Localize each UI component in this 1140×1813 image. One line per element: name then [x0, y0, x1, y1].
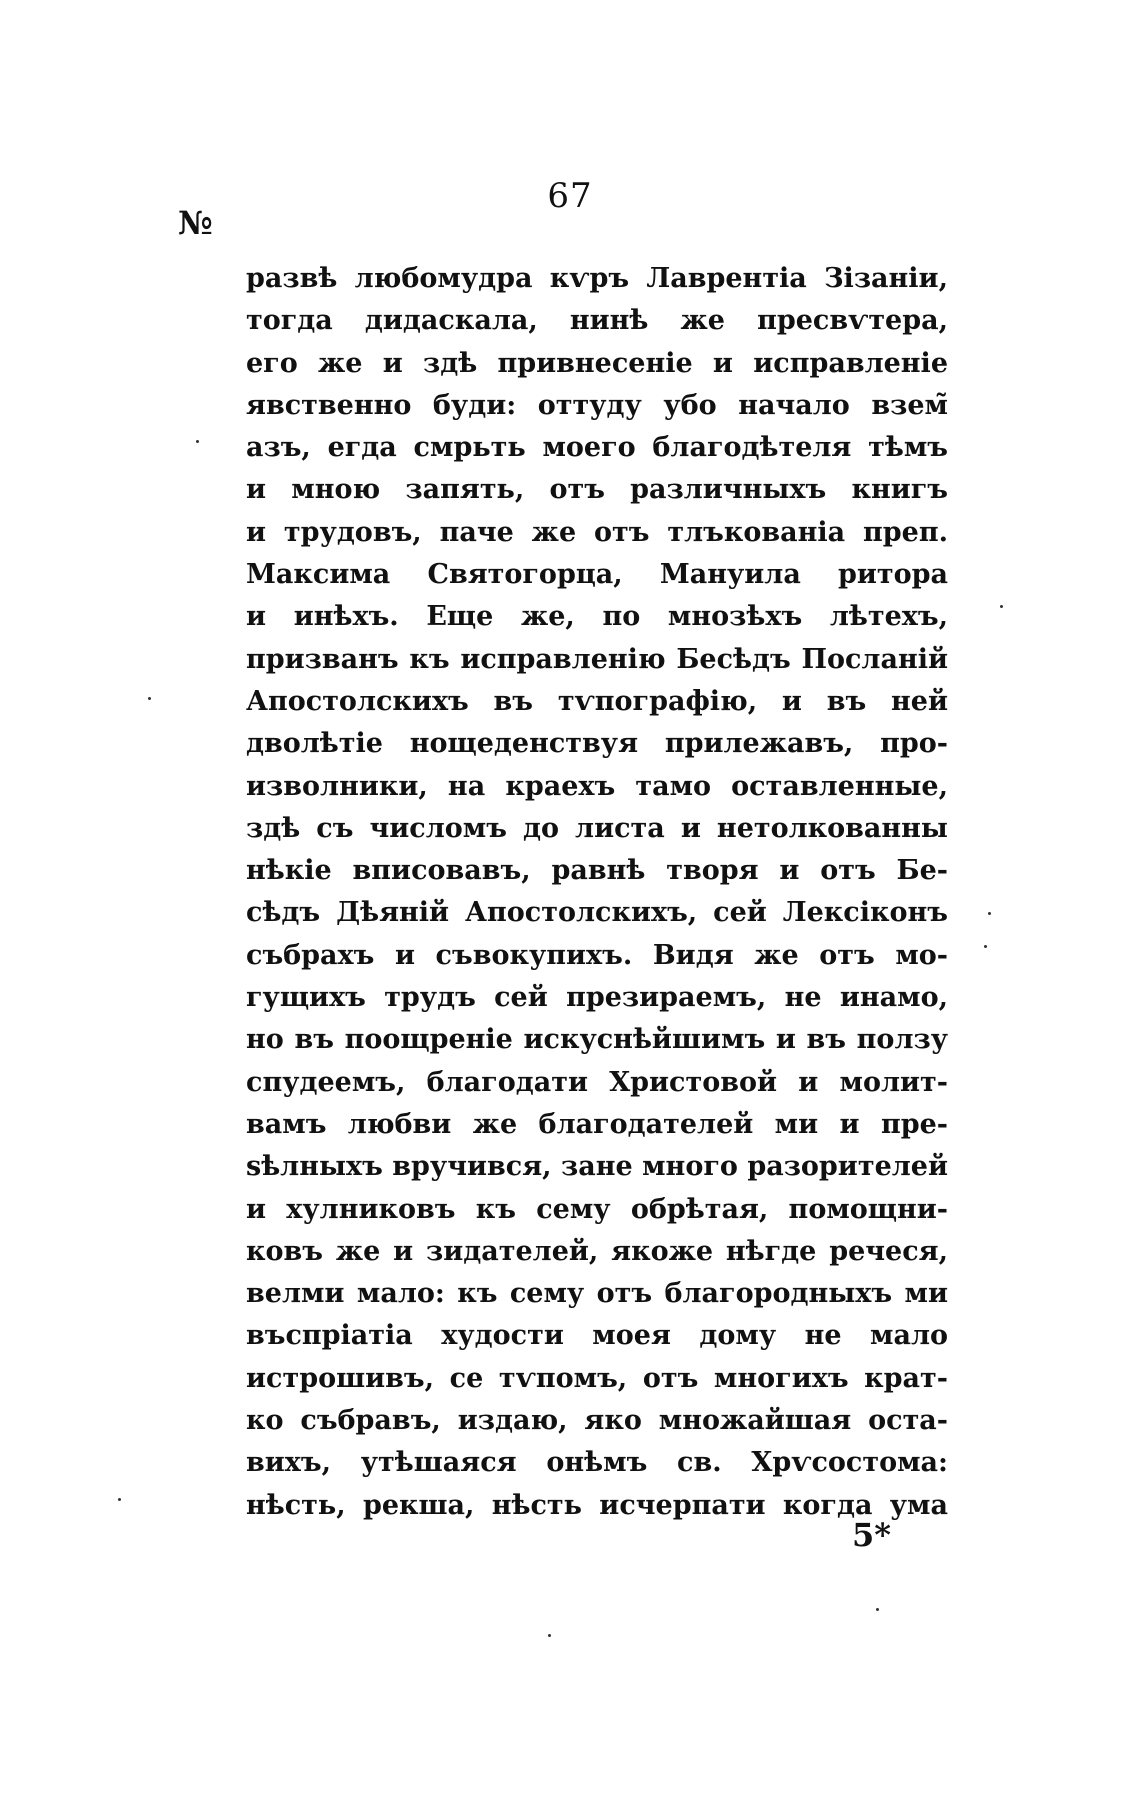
print-speck: [988, 912, 991, 915]
page-number: 67: [547, 176, 593, 216]
text-line: ѕѣлныхъ вручився, зане много разорителей: [246, 1151, 948, 1183]
text-line: велми мало: къ сему отъ благородныхъ ми: [246, 1278, 948, 1310]
print-speck: [876, 1608, 879, 1611]
text-line: явственно буди: оттуду убо начало взем̃: [246, 389, 948, 421]
text-line: ковъ же и зидателей, якоже нѣгде речеся,: [246, 1235, 948, 1267]
text-line: призванъ къ исправленію Бесѣдъ Посланій: [246, 643, 948, 675]
text-line: дволѣтіе нощеденствуя прилежавъ, про-: [246, 728, 948, 760]
print-speck: [148, 697, 151, 700]
text-line: сѣдъ Дѣяній Апостолскихъ, сей Лексіконъ: [246, 897, 948, 929]
margin-mark: №: [178, 204, 213, 242]
text-line: азъ, егда смрьть моего благодѣтеля тѣмъ: [246, 432, 948, 464]
text-line: но въ поощреніе искуснѣйшимъ и въ ползу: [246, 1024, 948, 1056]
text-line: развѣ любомудра кѵръ Лаврентіа Зізаніи,: [246, 263, 948, 294]
text-line: вихъ, утѣшаяся онѣмъ св. Хрѵсостома:: [246, 1447, 948, 1479]
text-line: и инѣхъ. Еще же, по мнозѣхъ лѣтехъ,: [246, 601, 948, 633]
text-line: и мною запять, отъ различныхъ книгъ: [246, 474, 948, 506]
text-line: тогда дидаскала, нинѣ же пресвѵтера,: [246, 305, 948, 337]
text-line: здѣ съ числомъ до листа и нетолкованны: [246, 812, 948, 844]
text-line: Максима Святогорца, Мануила ритора: [246, 559, 948, 591]
text-line: спудеемъ, благодати Христовой и молит-: [246, 1066, 948, 1098]
text-line: его же и здѣ привнесеніе и исправленіе: [246, 347, 948, 379]
text-line: изволники, на краехъ тамо оставленные,: [246, 770, 948, 802]
body-text: [246, 258, 948, 1527]
text-line: нѣкіе вписовавъ, равнѣ творя и отъ Бе-: [246, 855, 948, 887]
text-line: въспріатіа худости моея дому не мало: [246, 1320, 948, 1352]
text-line: Апостолскихъ въ тѵпографію, и въ ней: [246, 685, 948, 717]
print-speck: [118, 1498, 121, 1501]
print-speck: [196, 440, 199, 443]
text-line: ко събравъ, издаю, яко множайшая оста-: [246, 1405, 948, 1437]
text-line: нѣсть, рекша, нѣсть исчерпати когда ума: [246, 1489, 948, 1521]
print-speck: [984, 945, 987, 948]
print-speck: [548, 1634, 551, 1637]
signature-mark: 5*: [852, 1516, 891, 1554]
text-line: и трудовъ, паче же отъ тлъкованіа преп.: [246, 516, 948, 548]
text-line: гущихъ трудъ сей презираемъ, не инамо,: [246, 982, 948, 1014]
text-line: събрахъ и съвокупихъ. Видя же отъ мо-: [246, 939, 948, 971]
text-line: вамъ любви же благодателей ми и пре-: [246, 1108, 948, 1140]
text-line: и хулниковъ къ сему обрѣтая, помощни-: [246, 1193, 948, 1225]
print-speck: [1000, 605, 1003, 608]
text-line: истрошивъ, се тѵпомъ, отъ многихъ крат-: [246, 1362, 948, 1394]
